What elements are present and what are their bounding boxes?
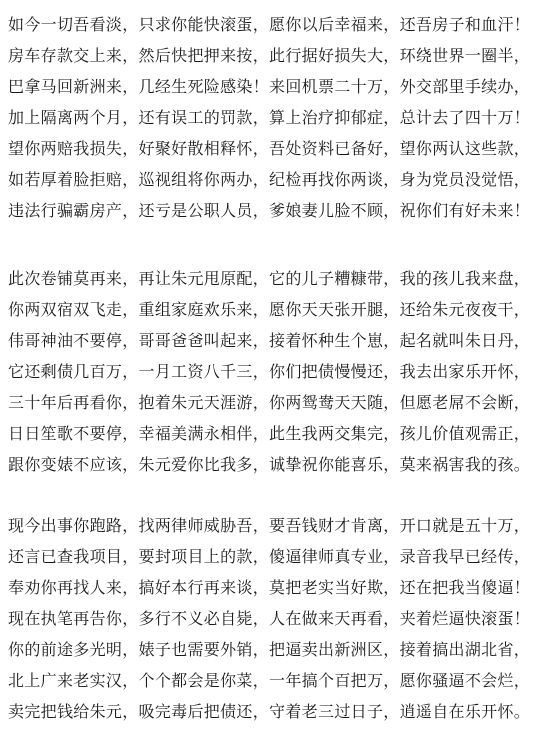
poem-line: 北上广来老实汉，个个都会是你菜，一年搞个百把万，愿你骚逼不会烂， bbox=[8, 671, 530, 690]
poem-line: 如今一切吾看淡，只求你能快滚蛋，愿你以后幸福来，还吾房子和血汗！ bbox=[8, 15, 530, 34]
poem-line: 你两双宿双飞走，重组家庭欢乐来，愿你天天张开腿，还给朱元夜夜干， bbox=[8, 300, 530, 319]
poem-line: 还言已查我项目，要封项目上的款，傻逼律师真专业，录音我早已经传， bbox=[8, 547, 530, 566]
poem-line: 跟你变婊不应该，朱元爱你比我多，诚挚祝你能喜乐，莫来祸害我的孩。 bbox=[8, 455, 530, 474]
poem-line: 日日笙歌不要停，幸福美满永相伴，此生我两交集完，孩儿价值观需正， bbox=[8, 424, 530, 443]
poem-line: 加上隔离两个月，还有误工的罚款，算上治疗抑郁症，总计去了四十万！ bbox=[8, 108, 530, 127]
poem-line: 房车存款交上来，然后快把押来按，此行据好损失大，环绕世界一圈半， bbox=[8, 46, 530, 65]
poem-line: 违法行骗霸房产，还亏是公职人员，爹娘妻儿脸不顾，祝你们有好未来！ bbox=[8, 201, 530, 220]
poem-line: 卖完把钱给朱元，吸完毒后把债还，守着老三过日子，逍遥自在乐开怀。 bbox=[8, 702, 530, 721]
poem-line: 望你两赔我损失，好聚好散相释怀，吾处资料已备好，望你两认这些款， bbox=[8, 139, 530, 158]
poem-line: 它还剩债几百万，一月工资八千三，你们把债慢慢还，我去出家乐开怀， bbox=[8, 362, 530, 381]
poem-line: 你的前途多光明，婊子也需要外销，把逼卖出新洲区，接着搞出湖北省， bbox=[8, 640, 530, 659]
poem-line: 现在执笔再告你，多行不义必自毙，人在做来天再看，夹着烂逼快滚蛋！ bbox=[8, 609, 530, 628]
poem-stanza-2 bbox=[8, 263, 530, 480]
poem-line: 奉劝你再找人来，搞好本行再来谈，莫把老实当好欺，还在把我当傻逼！ bbox=[8, 578, 530, 597]
poem-line: 如若厚着脸拒赔，巡视组将你两办，纪检再找你两谈，身为党员没觉悟， bbox=[8, 170, 530, 189]
poem-line: 伟哥神油不要停，哥哥爸爸叫起来，接着怀种生个崽，起名就叫朱日丹， bbox=[8, 331, 530, 350]
poem-stanza-1 bbox=[8, 9, 530, 226]
poem-stanza-3 bbox=[8, 510, 530, 727]
poem-line: 此次卷铺莫再来，再让朱元甩原配，它的儿子糟糠带，我的孩儿我来盘， bbox=[8, 269, 530, 288]
poem-line: 现今出事你跑路，找两律师威胁吾，要吾钱财才肯离，开口就是五十万， bbox=[8, 516, 530, 535]
poem-line: 巴拿马回新洲来，几经生死险感染！来回机票二十万，外交部里手续办， bbox=[8, 77, 530, 96]
poem-line: 三十年后再看你，抱着朱元天涯游，你两鸳鸯天天随，但愿老屌不会断， bbox=[8, 393, 530, 412]
